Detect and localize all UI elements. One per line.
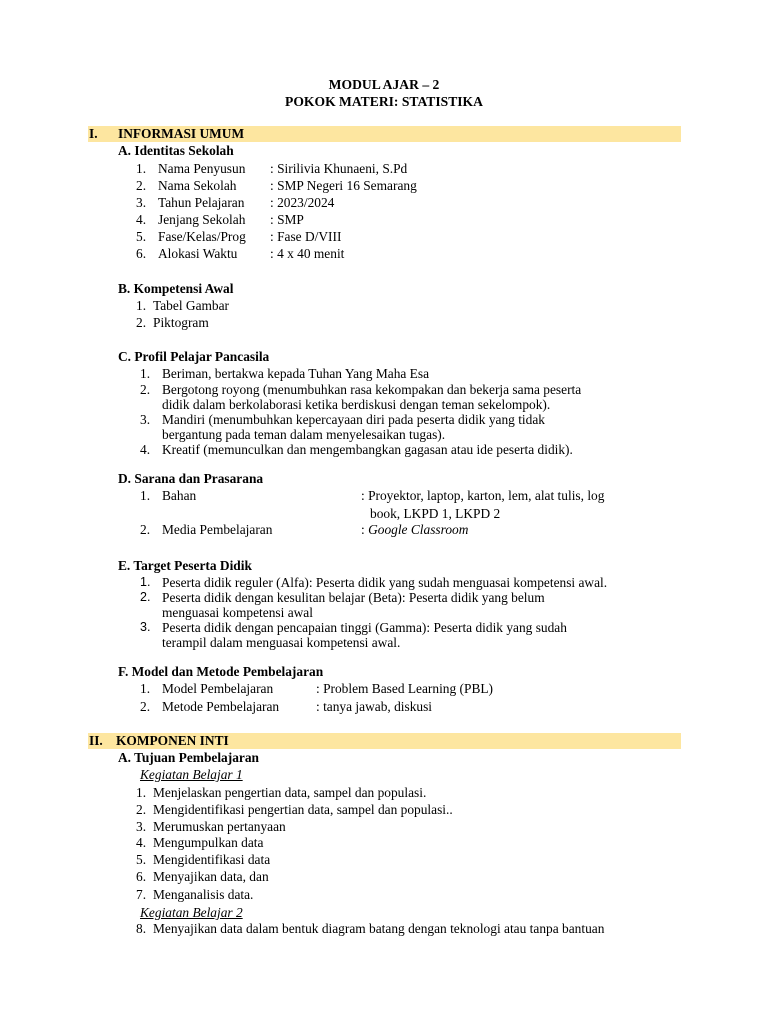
list-item: Mengumpulkan data (153, 835, 264, 850)
list-item: Peserta didik dengan pencapaian tinggi (Gamma): Peserta didik yang sudah (162, 620, 567, 635)
field-label: Tahun Pelajaran (158, 195, 245, 210)
field-label: Bahan (162, 488, 197, 503)
section-title: KOMPONEN INTI (116, 733, 229, 748)
subsection-heading: A. Identitas Sekolah (118, 143, 234, 158)
list-item: Mandiri (menumbuhkan kepercayaan diri pada peserta didik yang tidak (162, 412, 545, 427)
list-number: 8. (136, 921, 147, 936)
field-value: : SMP Negeri 16 Semarang (270, 178, 417, 193)
list-number: 4. (136, 835, 147, 850)
list-number: 1. (140, 575, 151, 589)
list-item-cont: menguasai kompetensi awal (162, 605, 313, 620)
list-item: Mengidentifikasi pengertian data, sampel dan populasi.. (153, 802, 453, 817)
field-value: : SMP (270, 212, 304, 227)
list-item-cont: didik dalam berkolaborasi ketika berdiskusi dengan teman sekelompok). (162, 397, 551, 412)
section-title: INFORMASI UMUM (118, 126, 245, 141)
list-item: Peserta didik dengan kesulitan belajar (Beta): Peserta didik yang belum (162, 590, 545, 605)
subsection-heading: A. Tujuan Pembelajaran (118, 750, 259, 765)
list-number: 2. (140, 699, 151, 714)
list-item-cont: bergantung pada teman dalam menyelesaikan tugas). (162, 427, 446, 442)
list-number: 2. (136, 178, 147, 193)
activity-label: Kegiatan Belajar 2 (140, 905, 243, 920)
field-value: : 4 x 40 menit (270, 246, 345, 261)
field-label: Jenjang Sekolah (158, 212, 246, 227)
list-number: 1. (136, 161, 147, 176)
field-label: Model Pembelajaran (162, 681, 274, 696)
list-number: 2. (140, 590, 151, 604)
list-number: 6. (136, 869, 147, 884)
list-number: 2. (140, 522, 151, 537)
list-item: Merumuskan pertanyaan (153, 819, 286, 834)
section-number: II. (89, 733, 103, 748)
field-value: : Sirilivia Khunaeni, S.Pd (270, 161, 408, 176)
list-number: 1. (140, 681, 151, 696)
value-text: Google Classroom (368, 522, 469, 537)
activity-label: Kegiatan Belajar 1 (140, 767, 243, 782)
subsection-heading: C. Profil Pelajar Pancasila (118, 349, 270, 364)
list-number: 3. (140, 412, 151, 427)
field-value: : Proyektor, laptop, karton, lem, alat tulis, log (361, 488, 605, 503)
list-number: 2. (140, 382, 151, 397)
list-number: 1. (140, 488, 151, 503)
field-value: : 2023/2024 (270, 195, 335, 210)
list-number: 1. (136, 298, 147, 313)
list-item: Piktogram (153, 315, 209, 330)
list-number: 4. (136, 212, 147, 227)
list-item: Menganalisis data. (153, 887, 254, 902)
value-colon: : (361, 522, 369, 537)
subsection-heading: D. Sarana dan Prasarana (118, 471, 264, 486)
list-number: 3. (136, 819, 147, 834)
list-number: 2. (136, 315, 147, 330)
list-item: Beriman, bertakwa kepada Tuhan Yang Maha Esa (162, 366, 430, 381)
doc-subtitle: POKOK MATERI: STATISTIKA (285, 94, 483, 109)
field-label: Nama Penyusun (158, 161, 246, 176)
field-value-cont: book, LKPD 1, LKPD 2 (370, 506, 501, 521)
field-label: Nama Sekolah (158, 178, 237, 193)
list-item: Menyajikan data, dan (153, 869, 269, 884)
field-label: Media Pembelajaran (162, 522, 273, 537)
field-label: Metode Pembelajaran (162, 699, 280, 714)
list-number: 7. (136, 887, 147, 902)
list-item: Menjelaskan pengertian data, sampel dan populasi. (153, 785, 427, 800)
list-number: 1. (140, 366, 151, 381)
list-item: Menyajikan data dalam bentuk diagram batang dengan teknologi atau tanpa bantuan (153, 921, 605, 936)
list-number: 4. (140, 442, 151, 457)
list-number: 2. (136, 802, 147, 817)
list-item: Tabel Gambar (153, 298, 230, 313)
subsection-heading: F. Model dan Metode Pembelajaran (118, 664, 324, 679)
list-item: Kreatif (memunculkan dan mengembangkan gagasan atau ide peserta didik). (162, 442, 573, 457)
field-label: Fase/Kelas/Prog (158, 229, 246, 244)
subsection-heading: E. Target Peserta Didik (118, 558, 252, 573)
list-number: 5. (136, 229, 147, 244)
list-number: 6. (136, 246, 147, 261)
list-number: 5. (136, 852, 147, 867)
field-label: Alokasi Waktu (158, 246, 238, 261)
field-value: : Problem Based Learning (PBL) (316, 681, 494, 696)
field-value (361, 522, 468, 538)
list-number: 3. (136, 195, 147, 210)
list-item: Bergotong royong (menumbuhkan rasa kekompakan dan bekerja sama peserta (162, 382, 582, 397)
subsection-heading: B. Kompetensi Awal (118, 281, 234, 296)
list-number: 1. (136, 785, 147, 800)
list-item-cont: terampil dalam menguasai kompetensi awal. (162, 635, 401, 650)
field-value: : Fase D/VIII (270, 229, 342, 244)
list-item: Peserta didik reguler (Alfa): Peserta didik yang sudah menguasai kompetensi awal. (162, 575, 608, 590)
list-number: 3. (140, 620, 151, 634)
section-number: I. (89, 126, 98, 141)
doc-title: MODUL AJAR – 2 (328, 77, 440, 92)
list-item: Mengidentifikasi data (153, 852, 271, 867)
field-value: : tanya jawab, diskusi (316, 699, 433, 714)
